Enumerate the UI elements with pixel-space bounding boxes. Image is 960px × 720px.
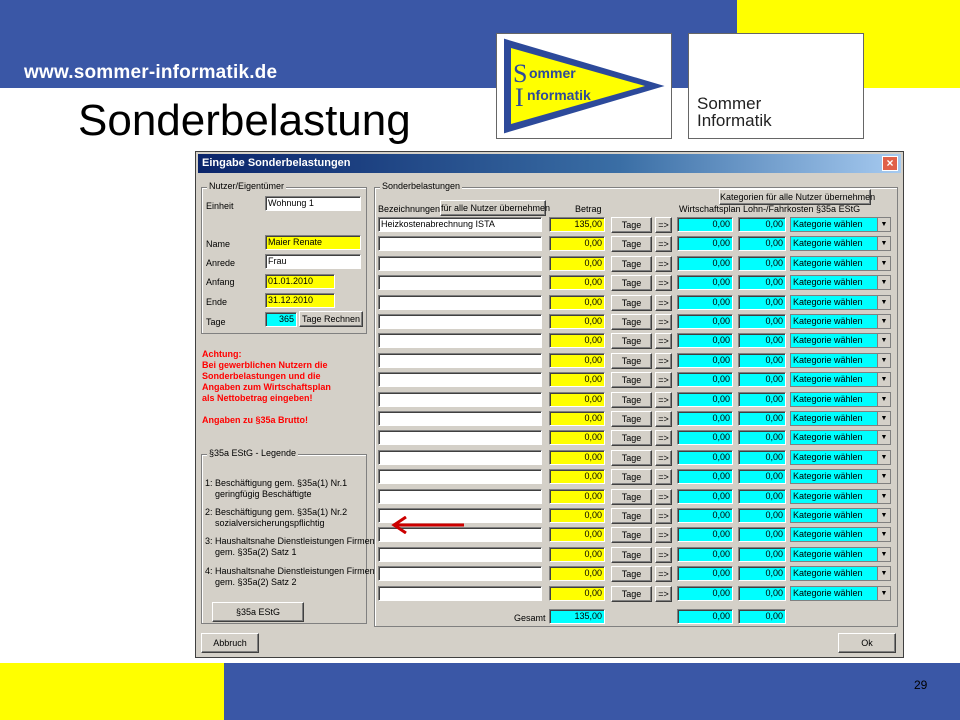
tage-button[interactable]: Tage [611, 527, 652, 543]
wirtschaftsplan-field[interactable]: 0,00 [677, 217, 733, 232]
wirtschaftsplan-field[interactable]: 0,00 [677, 430, 733, 445]
sommer-informatik-pennant-logo [496, 33, 672, 139]
tage-button[interactable]: Tage [611, 566, 652, 582]
wirtschaftsplan-field[interactable]: 0,00 [677, 295, 733, 310]
kategorie-select[interactable] [790, 275, 891, 290]
lohn-fahrkosten-field[interactable]: 0,00 [738, 217, 786, 232]
bezeichnung-field[interactable] [378, 566, 542, 581]
betrag-field[interactable]: 0,00 [549, 275, 605, 290]
copy-arrow-button[interactable]: => [655, 314, 672, 330]
legend-line: 4: Haushaltsnahe Dienstleistungen Firmen [205, 566, 375, 576]
warning-line: Sonderbelastungen und die [202, 371, 321, 381]
kategorie-select[interactable] [790, 469, 891, 484]
tage-button[interactable]: Tage [611, 450, 652, 466]
col-lohn-fahrkosten: Lohn-/Fahrkosten §35a EStG [743, 204, 861, 214]
copy-arrow-button[interactable]: => [655, 256, 672, 272]
legend-group-label: §35a EStG - Legende [209, 448, 297, 458]
bezeichnung-field[interactable] [378, 450, 542, 465]
lohn-fahrkosten-field[interactable]: 0,00 [738, 392, 786, 407]
betrag-field[interactable]: 0,00 [549, 236, 605, 251]
bezeichnung-field[interactable] [378, 411, 542, 426]
name-field[interactable]: Maier Renate [265, 235, 361, 250]
copy-arrow-button[interactable]: => [655, 566, 672, 582]
betrag-field[interactable]: 0,00 [549, 372, 605, 387]
legend-line: gem. §35a(2) Satz 2 [215, 577, 297, 587]
sonderbelastungen-group [374, 181, 898, 627]
ende-field[interactable]: 31.12.2010 [265, 293, 335, 308]
betrag-field[interactable]: 0,00 [549, 256, 605, 271]
betrag-field[interactable]: 0,00 [549, 586, 605, 601]
kategorie-value: Kategorie wählen [793, 297, 863, 307]
tage-button[interactable]: Tage [611, 372, 652, 388]
copy-arrow-button[interactable]: => [655, 547, 672, 563]
sonderbelastungen-group-label: Sonderbelastungen [382, 181, 461, 191]
copy-arrow-button[interactable]: => [655, 527, 672, 543]
copy-arrow-button[interactable]: => [655, 411, 672, 427]
tage-rechnen-button[interactable]: Tage Rechnen [299, 311, 363, 327]
kategorie-select[interactable] [790, 430, 891, 445]
copy-arrow-button[interactable]: => [655, 586, 672, 602]
legend-line: gem. §35a(2) Satz 1 [215, 547, 297, 557]
tage-button[interactable]: Tage [611, 217, 652, 233]
tage-button[interactable]: Tage [611, 275, 652, 291]
warning-line: Angaben zum Wirtschaftsplan [202, 382, 331, 392]
legend-line: 3: Haushaltsnahe Dienstleistungen Firmen [205, 536, 375, 546]
kategorie-value: Kategorie wählen [793, 491, 863, 501]
kategorie-select[interactable] [790, 489, 891, 504]
bezeichnung-field[interactable] [378, 295, 542, 310]
kategorie-select[interactable] [790, 566, 891, 581]
kategorie-value: Kategorie wählen [793, 335, 863, 345]
warning-line: als Nettobetrag eingeben! [202, 393, 313, 403]
kategorie-select[interactable] [790, 372, 891, 387]
kategorie-select[interactable] [790, 217, 891, 232]
wirtschaftsplan-field[interactable]: 0,00 [677, 469, 733, 484]
warning-line: Achtung: [202, 349, 242, 359]
logo-initial-s: S [513, 59, 528, 88]
wirtschaftsplan-field[interactable]: 0,00 [677, 527, 733, 542]
wirtschaftsplan-field[interactable]: 0,00 [677, 236, 733, 251]
logo2-line2: Informatik [697, 111, 772, 130]
kategorie-select[interactable] [790, 411, 891, 426]
lohn-fahrkosten-field[interactable]: 0,00 [738, 527, 786, 542]
wirtschaftsplan-field[interactable]: 0,00 [677, 275, 733, 290]
kategorie-select[interactable] [790, 508, 891, 523]
wirtschaftsplan-field[interactable]: 0,00 [677, 450, 733, 465]
dropdown-arrow-icon[interactable]: ▼ [877, 373, 890, 386]
tage-button[interactable]: Tage [611, 430, 652, 446]
lohn-fahrkosten-field[interactable]: 0,00 [738, 489, 786, 504]
col-wirtschaftsplan: Wirtschaftsplan [679, 204, 741, 214]
copy-arrow-button[interactable]: => [655, 392, 672, 408]
col-bezeichnungen: Bezeichnungen [378, 204, 441, 214]
dropdown-arrow-icon[interactable]: ▼ [877, 296, 890, 309]
legend-line: 2: Beschäftigung gem. §35a(1) Nr.2 [205, 507, 348, 517]
bezeichnung-field[interactable] [378, 489, 542, 504]
copy-arrow-button[interactable]: => [655, 217, 672, 233]
wirtschaftsplan-field[interactable]: 0,00 [677, 411, 733, 426]
betrag-field[interactable]: 0,00 [549, 469, 605, 484]
lohn-fahrkosten-field[interactable]: 0,00 [738, 333, 786, 348]
kategorie-value: Kategorie wählen [793, 316, 863, 326]
kategorie-select[interactable] [790, 256, 891, 271]
kategorie-value: Kategorie wählen [793, 394, 863, 404]
tage-button[interactable]: Tage [611, 469, 652, 485]
kategorie-select[interactable] [790, 586, 891, 601]
ok-button[interactable]: Ok [838, 633, 896, 653]
kategorie-value: Kategorie wählen [793, 258, 863, 268]
kategorie-value: Kategorie wählen [793, 277, 863, 287]
pennant-logo-graphic [497, 34, 671, 138]
bezeichnung-field[interactable] [378, 392, 542, 407]
warning-spacer [202, 404, 340, 415]
kategorie-value: Kategorie wählen [793, 568, 863, 578]
wirtschaftsplan-field[interactable]: 0,00 [677, 314, 733, 329]
einheit-label: Einheit [206, 201, 234, 211]
kategorie-value: Kategorie wählen [793, 452, 863, 462]
einheit-field[interactable]: Wohnung 1 [265, 196, 361, 211]
lohn-fahrkosten-field[interactable]: 0,00 [738, 295, 786, 310]
gesamt-label: Gesamt [514, 613, 546, 623]
sonderbelastungen-dialog [195, 151, 904, 658]
tage-button[interactable]: Tage [611, 489, 652, 505]
betrag-field[interactable]: 0,00 [549, 527, 605, 542]
logo-initial-i: I [515, 83, 524, 112]
nutzer-group [201, 181, 367, 334]
kategorie-select[interactable] [790, 547, 891, 562]
dropdown-arrow-icon[interactable]: ▼ [877, 548, 890, 561]
kategorie-value: Kategorie wählen [793, 549, 863, 559]
tage-button[interactable]: Tage [611, 333, 652, 349]
dropdown-arrow-icon[interactable]: ▼ [877, 393, 890, 406]
kategorie-value: Kategorie wählen [793, 238, 863, 248]
copy-arrow-button[interactable]: => [655, 469, 672, 485]
wirtschaftsplan-field[interactable]: 0,00 [677, 392, 733, 407]
bezeichnung-field[interactable] [378, 469, 542, 484]
dropdown-arrow-icon[interactable]: ▼ [877, 237, 890, 250]
anfang-label: Anfang [206, 277, 235, 287]
lohn-fahrkosten-field[interactable]: 0,00 [738, 372, 786, 387]
kategorie-select[interactable] [790, 450, 891, 465]
lohn-fahrkosten-field[interactable]: 0,00 [738, 411, 786, 426]
warning-line: Bei gewerblichen Nutzern die [202, 360, 328, 370]
warning-line: Angaben zu §35a Brutto! [202, 415, 309, 425]
betrag-field[interactable]: 0,00 [549, 566, 605, 581]
fuer-alle-nutzer-button[interactable]: für alle Nutzer übernehmen [440, 200, 546, 216]
tage-button[interactable]: Tage [611, 295, 652, 311]
kategorie-select[interactable] [790, 353, 891, 368]
kategorie-select[interactable] [790, 333, 891, 348]
copy-arrow-button[interactable]: => [655, 333, 672, 349]
red-arrow-annotation [390, 516, 466, 534]
betrag-field[interactable]: 0,00 [549, 508, 605, 523]
copy-arrow-button[interactable]: => [655, 450, 672, 466]
legend-line: sozialversicherungspflichtig [215, 518, 325, 528]
dropdown-arrow-icon[interactable]: ▼ [877, 509, 890, 522]
wirtschaftsplan-field[interactable]: 0,00 [677, 372, 733, 387]
betrag-field[interactable]: 0,00 [549, 314, 605, 329]
kategorie-value: Kategorie wählen [793, 529, 863, 539]
wirtschaftsplan-field[interactable]: 0,00 [677, 353, 733, 368]
name-label: Name [206, 239, 231, 249]
kategorie-value: Kategorie wählen [793, 219, 863, 229]
tage-button[interactable]: Tage [611, 236, 652, 252]
betrag-field[interactable]: 0,00 [549, 353, 605, 368]
lohn-fahrkosten-field[interactable]: 0,00 [738, 353, 786, 368]
copy-arrow-button[interactable]: => [655, 508, 672, 524]
slide-title: Sonderbelastung [78, 96, 411, 145]
nutzer-group-label: Nutzer/Eigentümer [209, 181, 285, 191]
copy-arrow-button[interactable]: => [655, 430, 672, 446]
dropdown-arrow-icon[interactable]: ▼ [877, 334, 890, 347]
tage-label: Tage [206, 317, 226, 327]
anrede-label: Anrede [206, 258, 236, 268]
tage-button[interactable]: Tage [611, 411, 652, 427]
lohn-fahrkosten-field[interactable]: 0,00 [738, 314, 786, 329]
kategorie-select[interactable] [790, 527, 891, 542]
wirtschaftsplan-field[interactable]: 0,00 [677, 333, 733, 348]
kategorie-value: Kategorie wählen [793, 510, 863, 520]
legend-line: 1: Beschäftigung gem. §35a(1) Nr.1 [205, 478, 348, 488]
tage-button[interactable]: Tage [611, 353, 652, 369]
copy-arrow-button[interactable]: => [655, 295, 672, 311]
kategorien-uebernehmen-button[interactable]: Kategorien für alle Nutzer übernehmen [719, 189, 871, 205]
kategorie-value: Kategorie wählen [793, 588, 863, 598]
gesamt-lohn: 0,00 [738, 609, 786, 624]
anrede-field[interactable]: Frau [265, 254, 361, 269]
bezeichnung-field[interactable] [378, 256, 542, 271]
anfang-field[interactable]: 01.01.2010 [265, 274, 335, 289]
bezeichnung-field[interactable] [378, 586, 542, 601]
abbruch-button[interactable]: Abbruch [201, 633, 259, 653]
kategorie-value: Kategorie wählen [793, 413, 863, 423]
tage-button[interactable]: Tage [611, 547, 652, 563]
betrag-field[interactable]: 0,00 [549, 489, 605, 504]
wirtschaftsplan-field[interactable]: 0,00 [677, 586, 733, 601]
bezeichnung-field[interactable] [378, 430, 542, 445]
sommer-informatik-text-logo [688, 33, 864, 139]
betrag-field[interactable]: 0,00 [549, 333, 605, 348]
website-url: www.sommer-informatik.de [24, 62, 278, 83]
bezeichnung-field[interactable] [378, 236, 542, 251]
dropdown-arrow-icon[interactable]: ▼ [877, 218, 890, 231]
dialog-titlebar [198, 154, 901, 173]
lohn-fahrkosten-field[interactable]: 0,00 [738, 469, 786, 484]
kategorie-select[interactable] [790, 295, 891, 310]
wirtschaftsplan-field[interactable]: 0,00 [677, 508, 733, 523]
betrag-field[interactable]: 0,00 [549, 430, 605, 445]
legend-group [201, 448, 375, 624]
dropdown-arrow-icon[interactable]: ▼ [877, 412, 890, 425]
dropdown-arrow-icon[interactable]: ▼ [877, 451, 890, 464]
close-button[interactable]: × [882, 156, 898, 171]
ende-label: Ende [206, 297, 228, 307]
dropdown-arrow-icon[interactable]: ▼ [877, 257, 890, 270]
bottom-band-yellow [0, 663, 224, 720]
lohn-fahrkosten-field[interactable]: 0,00 [738, 236, 786, 251]
gesamt-wirtschaftsplan: 0,00 [677, 609, 733, 624]
lohn-fahrkosten-field[interactable]: 0,00 [738, 547, 786, 562]
dropdown-arrow-icon[interactable]: ▼ [877, 431, 890, 444]
tage-button[interactable]: Tage [611, 586, 652, 602]
logo-word-nformatik: nformatik [527, 87, 591, 103]
dropdown-arrow-icon[interactable]: ▼ [877, 276, 890, 289]
bottom-band-blue [224, 663, 960, 720]
tage-button[interactable]: Tage [611, 314, 652, 330]
gesamt-betrag: 135,00 [549, 609, 605, 624]
dropdown-arrow-icon[interactable]: ▼ [877, 354, 890, 367]
dropdown-arrow-icon[interactable]: ▼ [877, 567, 890, 580]
warning-box [202, 349, 340, 425]
tage-button[interactable]: Tage [611, 392, 652, 408]
bezeichnung-field[interactable] [378, 314, 542, 329]
betrag-field[interactable]: 0,00 [549, 392, 605, 407]
copy-arrow-button[interactable]: => [655, 236, 672, 252]
bezeichnung-field[interactable] [378, 353, 542, 368]
kategorie-value: Kategorie wählen [793, 432, 863, 442]
wirtschaftsplan-field[interactable]: 0,00 [677, 489, 733, 504]
lohn-fahrkosten-field[interactable]: 0,00 [738, 586, 786, 601]
wirtschaftsplan-field[interactable]: 0,00 [677, 547, 733, 562]
kategorie-value: Kategorie wählen [793, 471, 863, 481]
col-betrag: Betrag [575, 204, 602, 214]
dropdown-arrow-icon[interactable]: ▼ [877, 490, 890, 503]
lohn-fahrkosten-field[interactable]: 0,00 [738, 450, 786, 465]
dropdown-arrow-icon[interactable]: ▼ [877, 528, 890, 541]
betrag-field[interactable]: 0,00 [549, 411, 605, 426]
dropdown-arrow-icon[interactable]: ▼ [877, 315, 890, 328]
logo-word-ommer: ommer [529, 65, 576, 81]
tage-button[interactable]: Tage [611, 256, 652, 272]
kategorie-select[interactable] [790, 314, 891, 329]
kategorie-select[interactable] [790, 392, 891, 407]
dialog-title: Eingabe Sonderbelastungen [202, 157, 351, 169]
copy-arrow-button[interactable]: => [655, 489, 672, 505]
wirtschaftsplan-field[interactable]: 0,00 [677, 256, 733, 271]
kategorie-select[interactable] [790, 236, 891, 251]
tage-button[interactable]: Tage [611, 508, 652, 524]
kategorie-value: Kategorie wählen [793, 355, 863, 365]
lohn-fahrkosten-field[interactable]: 0,00 [738, 508, 786, 523]
wirtschaftsplan-field[interactable]: 0,00 [677, 566, 733, 581]
copy-arrow-button[interactable]: => [655, 275, 672, 291]
lohn-fahrkosten-field[interactable]: 0,00 [738, 566, 786, 581]
betrag-field[interactable]: 135,00 [549, 217, 605, 232]
logo2-line1: Sommer [697, 94, 762, 113]
dropdown-arrow-icon[interactable]: ▼ [877, 587, 890, 600]
dropdown-arrow-icon[interactable]: ▼ [877, 470, 890, 483]
legend-line: geringfügig Beschäftigte [215, 489, 312, 499]
bezeichnung-field[interactable] [378, 372, 542, 387]
bezeichnung-field[interactable] [378, 547, 542, 562]
copy-arrow-button[interactable]: => [655, 353, 672, 369]
bezeichnung-field[interactable] [378, 275, 542, 290]
lohn-fahrkosten-field[interactable]: 0,00 [738, 275, 786, 290]
copy-arrow-button[interactable]: => [655, 372, 672, 388]
kategorie-value: Kategorie wählen [793, 374, 863, 384]
page-number: 29 [914, 678, 928, 692]
lohn-fahrkosten-field[interactable]: 0,00 [738, 256, 786, 271]
betrag-field[interactable]: 0,00 [549, 295, 605, 310]
bezeichnung-field[interactable]: Heizkostenabrechnung ISTA [378, 217, 542, 232]
paragraph-35a-button[interactable]: §35a EStG [212, 602, 304, 622]
bezeichnung-field[interactable] [378, 333, 542, 348]
betrag-field[interactable]: 0,00 [549, 450, 605, 465]
tage-field[interactable]: 365 [265, 312, 297, 327]
betrag-field[interactable]: 0,00 [549, 547, 605, 562]
lohn-fahrkosten-field[interactable]: 0,00 [738, 430, 786, 445]
